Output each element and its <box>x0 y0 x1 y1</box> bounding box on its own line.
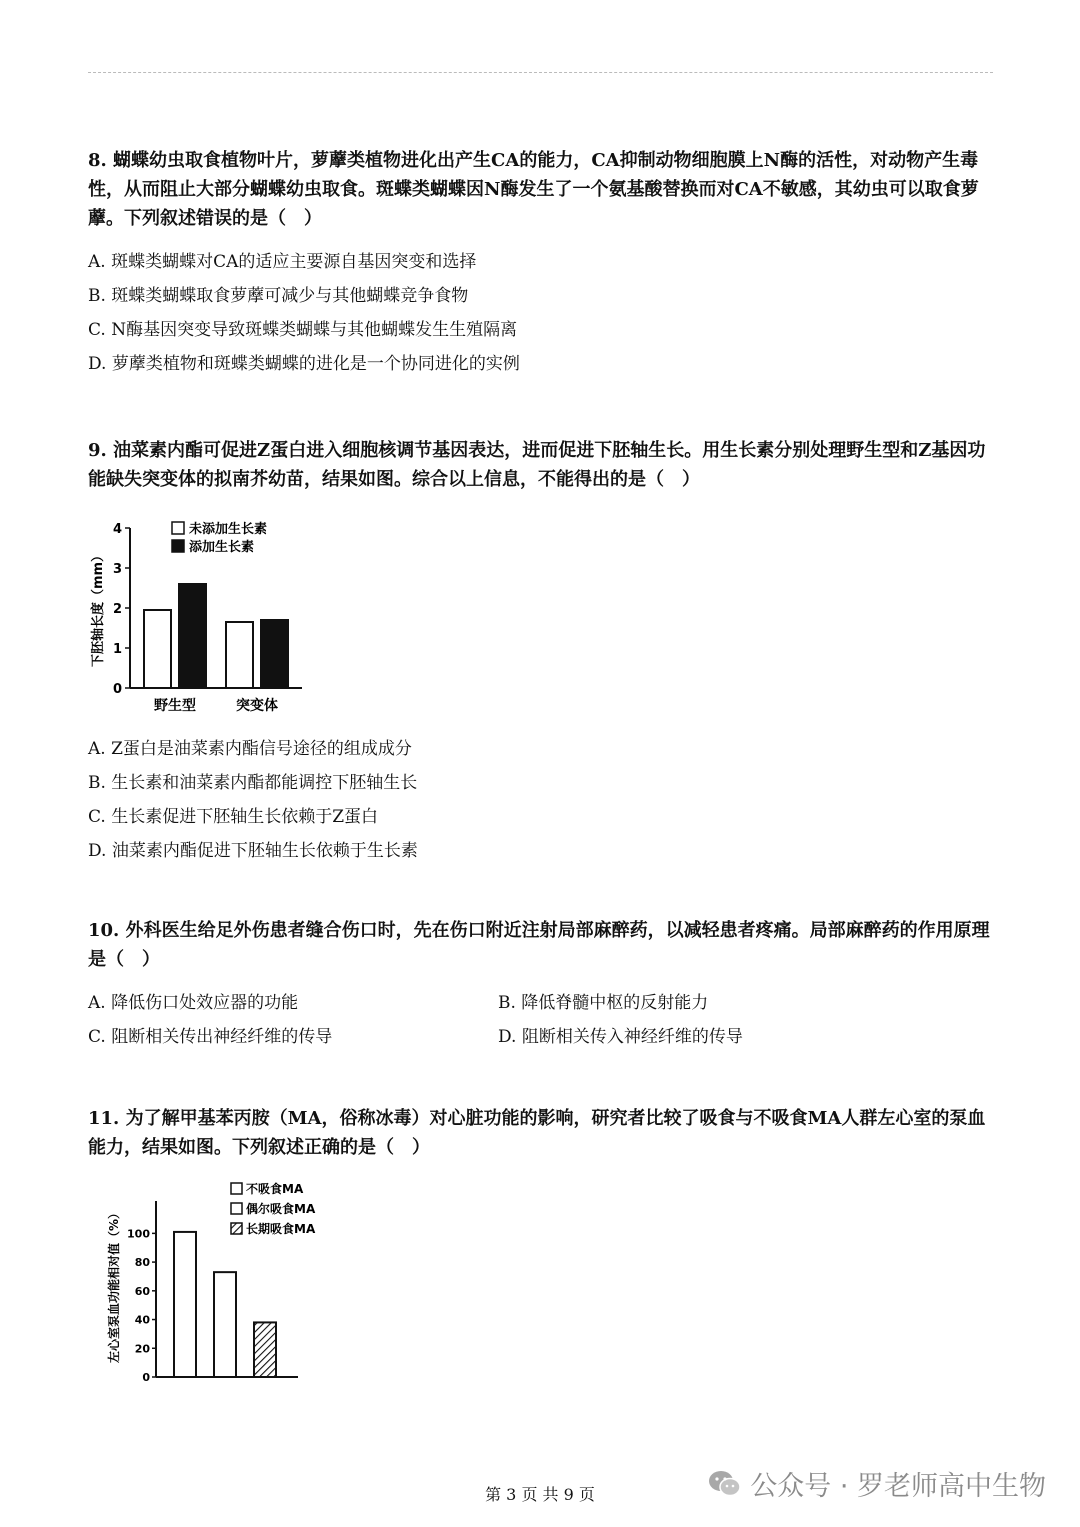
y-tick-label: 80 <box>134 1256 150 1270</box>
question-8 <box>88 146 998 381</box>
wechat-icon <box>708 1469 742 1499</box>
option-c[interactable]: C. 阻断相关传出神经纤维的传导 <box>88 1027 333 1047</box>
question-stem: 9. 油菜素内酯可促进Z蛋白进入细胞核调节基因表达，进而促进下胚轴生长。用生长素分别处理野生型和Z基因功能缺失突变体的拟南芥幼苗，结果如图。综合以上信息，不能得出的是（ ） <box>88 440 986 490</box>
legend-label: 添加生长素 <box>189 540 255 555</box>
option-c[interactable]: C. N酶基因突变导致斑蝶类蝴蝶与其他蝴蝶发生生殖隔离 <box>88 320 518 340</box>
option-a[interactable]: A. 斑蝶类蝴蝶对CA的适应主要源自基因突变和选择 <box>88 252 477 272</box>
hypocotyl-length-chart <box>88 512 358 724</box>
question-stem: 11. 为了解甲基苯丙胺（MA，俗称冰毒）对心脏功能的影响，研究者比较了吸食与不吸食MA人群左心室的泵血能力，结果如图。下列叙述正确的是（ ） <box>88 1108 986 1158</box>
option-d[interactable]: D. 萝藦类植物和斑蝶类蝴蝶的进化是一个协同进化的实例 <box>88 354 520 374</box>
y-tick-label: 0 <box>112 682 122 697</box>
question-11 <box>88 1104 998 1162</box>
bar <box>261 620 288 688</box>
y-tick-label: 60 <box>134 1284 150 1298</box>
x-tick-label: 野生型 <box>154 698 196 714</box>
bar <box>144 610 171 688</box>
option-list <box>88 986 998 1054</box>
question-stem: 8. 蝴蝶幼虫取食植物叶片，萝藦类植物进化出产生CA的能力，CA抑制动物细胞膜上N酶的活性，对动物产生毒性，从而阻止大部分蝴蝶幼虫取食。斑蝶类蝴蝶因N酶发生了一个氨基酸替换而对CA不敏感，其幼虫可以取食萝藦。下列叙述错误的是（ ） <box>88 150 979 229</box>
legend-swatch <box>231 1223 242 1234</box>
y-tick-label: 20 <box>134 1342 150 1356</box>
option-c[interactable]: C. 生长素促进下胚轴生长依赖于Z蛋白 <box>88 807 379 827</box>
y-tick-label: 0 <box>142 1371 150 1384</box>
bar <box>254 1322 276 1377</box>
header-rule <box>88 72 993 73</box>
bar <box>174 1232 196 1377</box>
option-b[interactable]: B. 降低脊髓中枢的反射能力 <box>498 993 709 1013</box>
y-tick-label: 40 <box>134 1313 150 1327</box>
page-footer: 第 3 页 共 9 页 <box>485 1485 595 1504</box>
question-stem: 10. 外科医生给足外伤患者缝合伤口时，先在伤口附近注射局部麻醉药，以减轻患者疼痛。局部麻醉药的作用原理是（ ） <box>88 920 990 970</box>
option-b[interactable]: B. 生长素和油菜素内酯都能调控下胚轴生长 <box>88 773 418 793</box>
y-axis-label: 下胚轴长度（mm） <box>91 548 106 668</box>
y-tick-label: 2 <box>112 602 122 617</box>
y-tick-label: 3 <box>112 562 122 577</box>
y-axis-label: 左心室泵血功能相对值（%） <box>107 1206 121 1364</box>
x-tick-label: 突变体 <box>236 698 278 714</box>
question-9-options <box>88 732 998 868</box>
legend-label: 偶尔吸食MA <box>246 1202 316 1216</box>
option-a[interactable]: A. Z蛋白是油菜素内酯信号途径的组成成分 <box>88 739 412 759</box>
bar <box>226 622 253 688</box>
option-d[interactable]: D. 油菜素内酯促进下胚轴生长依赖于生长素 <box>88 841 418 861</box>
legend-label: 未添加生长素 <box>189 522 268 537</box>
legend-swatch <box>172 522 184 534</box>
legend-swatch <box>231 1183 242 1194</box>
bar <box>179 584 206 688</box>
option-d[interactable]: D. 阻断相关传入神经纤维的传导 <box>498 1027 743 1047</box>
question-10 <box>88 916 998 1054</box>
question-9 <box>88 436 998 494</box>
y-tick-label: 100 <box>127 1227 150 1241</box>
watermark <box>708 1464 1046 1503</box>
option-b[interactable]: B. 斑蝶类蝴蝶取食萝藦可减少与其他蝴蝶竞争食物 <box>88 286 469 306</box>
legend-swatch <box>172 540 184 552</box>
y-tick-label: 4 <box>112 522 122 537</box>
legend-swatch <box>231 1203 242 1214</box>
bar <box>214 1272 236 1377</box>
option-list <box>88 245 998 381</box>
watermark-text: 公众号 · 罗老师高中生物 <box>750 1471 1046 1502</box>
pump-function-chart <box>100 1175 350 1390</box>
option-a[interactable]: A. 降低伤口处效应器的功能 <box>88 993 299 1013</box>
legend-label: 不吸食MA <box>246 1182 304 1196</box>
y-tick-label: 1 <box>112 642 122 657</box>
legend-label: 长期吸食MA <box>246 1222 316 1236</box>
